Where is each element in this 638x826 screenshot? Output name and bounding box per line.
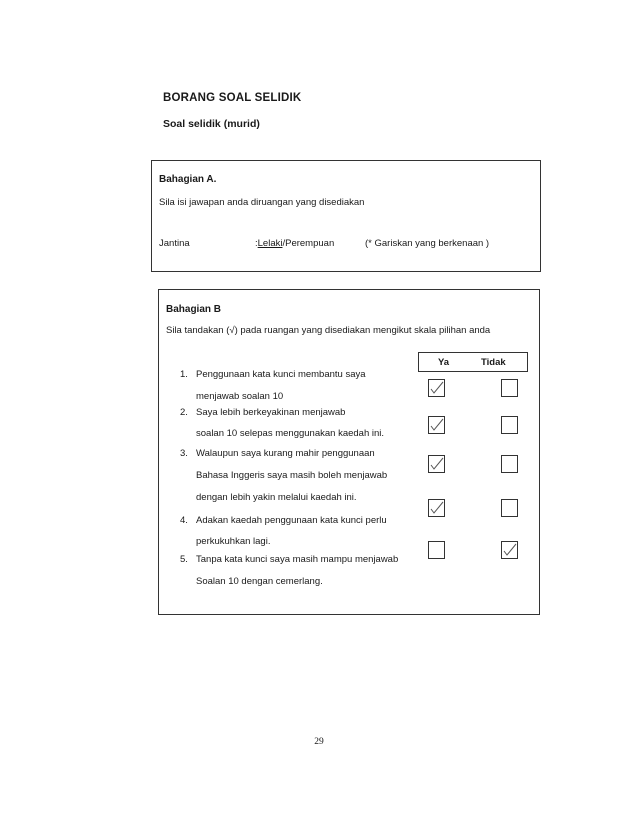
question-number: 5. <box>180 554 188 565</box>
checkbox-ya-5[interactable] <box>428 541 445 559</box>
question-number: 1. <box>180 369 188 380</box>
question-5 <box>180 553 398 588</box>
check-mark-icon <box>502 542 517 558</box>
question-number: 3. <box>180 448 188 459</box>
section-a-instruction: Sila isi jawapan anda diruangan yang disediakan <box>159 197 365 208</box>
question-3 <box>180 447 387 504</box>
colon: : <box>255 238 258 249</box>
column-tidak: Tidak <box>481 357 506 368</box>
form-subtitle: Soal selidik (murid) <box>163 118 260 130</box>
page-number: 29 <box>314 737 324 747</box>
gender-options <box>255 238 334 249</box>
question-text-cont: perkukuhkan lagi. <box>196 536 271 547</box>
question-text: Penggunaan kata kunci membantu saya <box>196 369 366 380</box>
check-mark-icon <box>429 417 444 433</box>
section-a-heading: Bahagian A. <box>159 174 217 185</box>
section-b-heading: Bahagian B <box>166 304 222 315</box>
slash: / <box>282 238 286 249</box>
check-mark-icon <box>429 380 444 396</box>
question-text: Tanpa kata kunci saya masih mampu menjawab <box>196 554 399 565</box>
option-lelaki[interactable]: Lelaki <box>257 238 283 249</box>
question-1 <box>180 368 366 403</box>
checkbox-ya-1[interactable] <box>428 379 445 397</box>
check-mark-icon <box>429 500 444 516</box>
form-title: BORANG SOAL SELIDIK <box>163 92 302 104</box>
question-text-cont: Soalan 10 dengan cemerlang. <box>196 576 323 587</box>
question-number: 2. <box>180 407 188 418</box>
checkbox-tidak-1[interactable] <box>501 379 518 397</box>
question-text-cont: menjawab soalan 10 <box>196 391 284 402</box>
question-2 <box>180 406 384 440</box>
checkbox-tidak-3[interactable] <box>501 455 518 473</box>
section-b-instruction: Sila tandakan (√) pada ruangan yang disediakan mengikut skala pilihan anda <box>166 325 491 336</box>
question-text-cont: dengan lebih yakin melalui kaedah ini. <box>196 492 357 503</box>
checkbox-tidak-2[interactable] <box>501 416 518 434</box>
answer-header-box <box>418 352 528 372</box>
underline-note: (* Gariskan yang berkenaan ) <box>365 238 490 249</box>
checkbox-ya-4[interactable] <box>428 499 445 517</box>
checkbox-tidak-5[interactable] <box>501 541 518 559</box>
column-ya: Ya <box>438 357 450 368</box>
question-text: Saya lebih berkeyakinan menjawab <box>196 407 346 418</box>
question-4 <box>180 514 387 548</box>
question-text-cont: soalan 10 selepas menggunakan kaedah ini. <box>196 428 385 439</box>
checkbox-ya-2[interactable] <box>428 416 445 434</box>
checkbox-tidak-4[interactable] <box>501 499 518 517</box>
question-text: Walaupun saya kurang mahir penggunaan <box>196 448 375 459</box>
question-text-cont: Bahasa Inggeris saya masih boleh menjawab <box>196 470 388 481</box>
option-perempuan[interactable]: Perempuan <box>285 238 335 249</box>
checkbox-ya-3[interactable] <box>428 455 445 473</box>
question-number: 4. <box>180 515 188 526</box>
question-text: Adakan kaedah penggunaan kata kunci perlu <box>196 515 387 526</box>
check-mark-icon <box>429 456 444 472</box>
gender-label: Jantina <box>159 238 190 249</box>
